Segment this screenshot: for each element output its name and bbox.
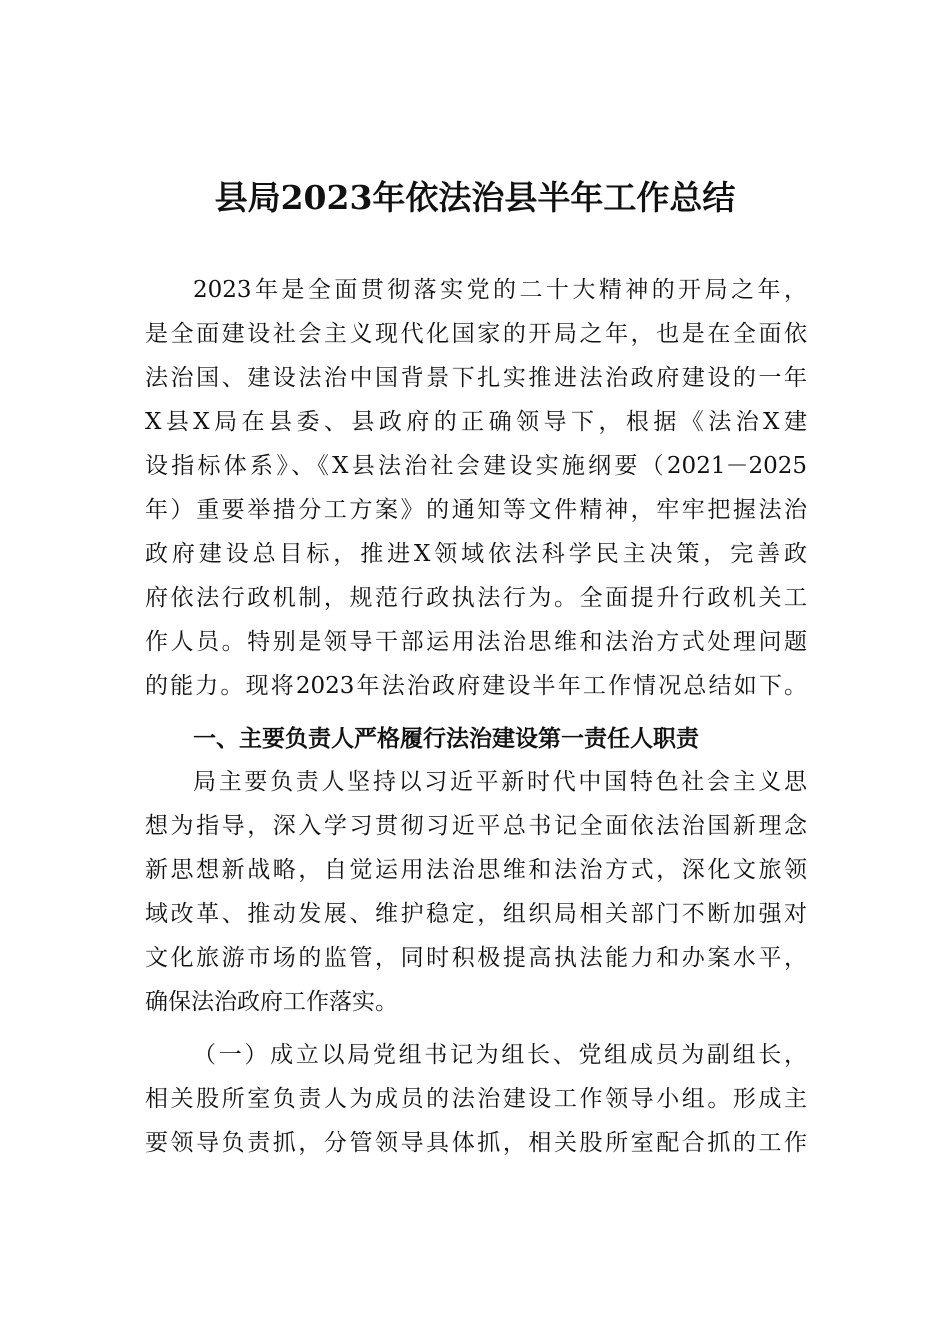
paragraph-line: 确保法治政府工作落实。 [145,989,398,1015]
paragraph-line: 局主要负责人坚持以习近平新时代中国特色社会主义思 [193,769,807,795]
paragraph-line: 年）重要举措分工方案》的通知等文件精神，牢牢把握法治 [145,497,807,523]
paragraph-line: 域改革、推动发展、维护稳定，组织局相关部门不断加强对 [145,901,807,927]
section-heading: 一、主要负责人严格履行法治建设第一责任人职责 [193,725,699,752]
paragraph-line: 是全面建设社会主义现代化国家的开局之年，也是在全面依 [145,321,807,347]
paragraph-line: 新思想新战略，自觉运用法治思维和法治方式，深化文旅领 [145,857,807,883]
paragraph-line: 的能力。现将2023年法治政府建设半年工作情况总结如下。 [145,673,807,699]
paragraph-line: 相关股所室负责人为成员的法治建设工作领导小组。形成主 [145,1086,807,1112]
paragraph-line: （一）成立以局党组书记为组长、党组成员为副组长， [193,1042,807,1068]
document-title: 县局2023年依法治县半年工作总结 [214,178,736,217]
paragraph-line: 作人员。特别是领导干部运用法治思维和法治方式处理问题 [145,629,807,655]
paragraph-line: 府依法行政机制，规范行政执法行为。全面提升行政机关工 [145,585,807,611]
paragraph-line: 想为指导，深入学习贯彻习近平总书记全面依法治国新理念 [145,813,807,839]
paragraph-line: 设指标体系》、《X县法治社会建设实施纲要（2021－2025 [145,453,807,479]
paragraph-line: X县X局在县委、县政府的正确领导下，根据《法治X建 [145,409,807,435]
paragraph-line: 法治国、建设法治中国背景下扎实推进法治政府建设的一年 [145,365,807,391]
paragraph-line: 2023年是全面贯彻落实党的二十大精神的开局之年， [193,277,807,303]
paragraph-line: 要领导负责抓，分管领导具体抓，相关股所室配合抓的工作 [145,1130,807,1156]
paragraph-line: 政府建设总目标，推进X领域依法科学民主决策，完善政 [145,541,807,567]
paragraph-line: 文化旅游市场的监管，同时积极提高执法能力和办案水平， [145,945,807,971]
